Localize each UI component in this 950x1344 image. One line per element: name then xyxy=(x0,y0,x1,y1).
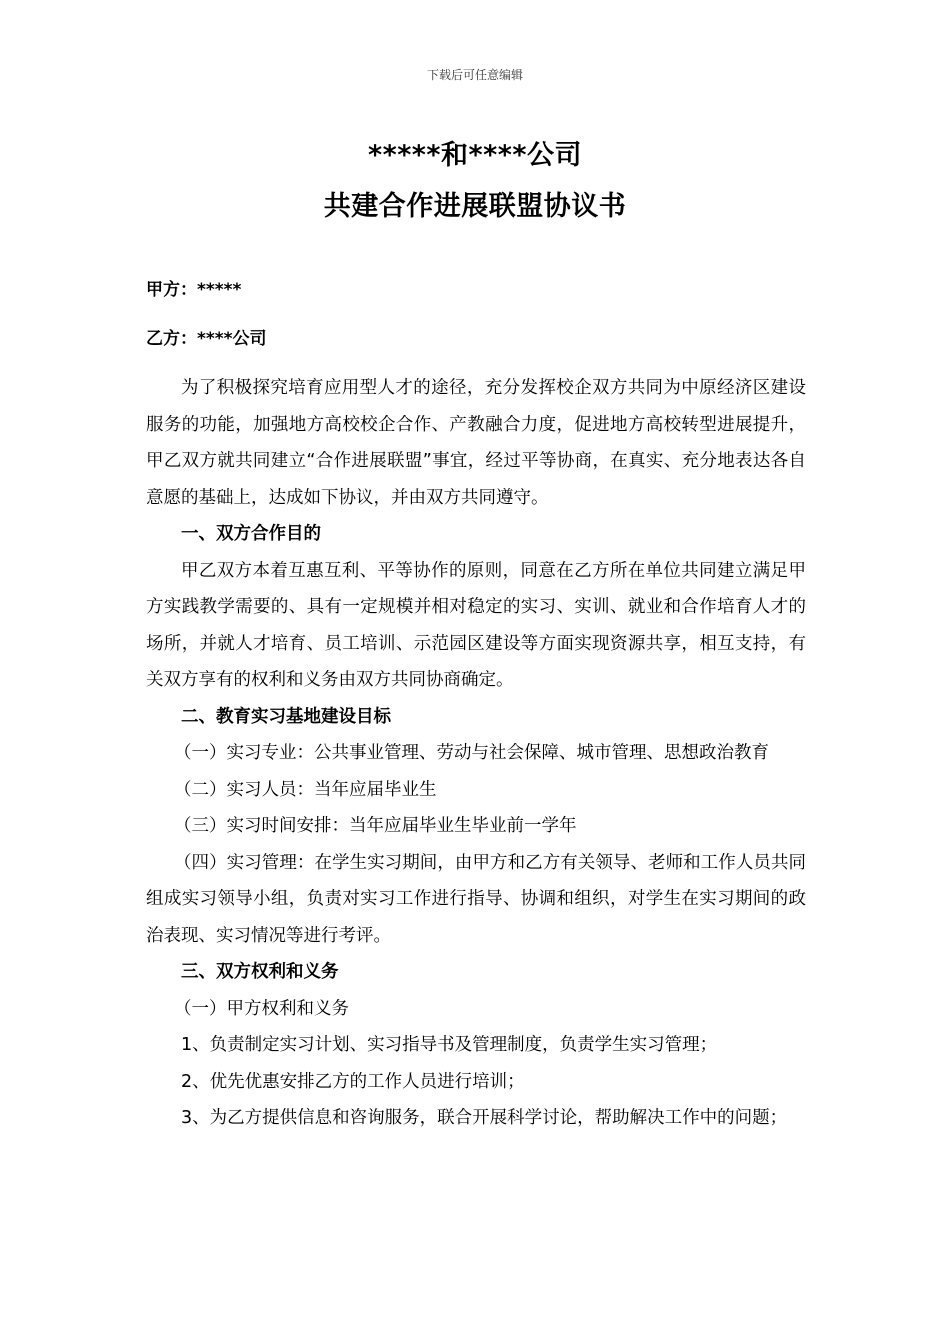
party-b: 乙方：****公司 xyxy=(146,329,267,349)
item-personnel: （二）实习人员：当年应届毕业生 xyxy=(174,779,437,800)
paragraph-intro: 为了积极探究培育应用型人才的途径，充分发挥校企双方共同为中原经济区建设服务的功能，加强地方高校校企合作、产教融合力度，促进地方高校转型进展提升，甲乙双方就共同建立“合作进展联盟”事宜，经过平等协商，在真实、充分地表达各自意愿的基础上，达成如下协议，并由双方共同遵守。 xyxy=(146,378,806,508)
document-body xyxy=(146,370,806,1137)
section-heading-1: 一、双方合作目的 xyxy=(181,524,321,544)
document-title-line2: 共建合作进展联盟协议书 xyxy=(323,191,627,222)
header-note: 下载后可任意编辑 xyxy=(426,68,523,82)
list-item-3: 3、为乙方提供信息和咨询服务，联合开展科学讨论，帮助解决工作中的问题； xyxy=(181,1108,788,1128)
item-major: （一）实习专业：公共事业管理、劳动与社会保障、城市管理、思想政治教育 xyxy=(174,743,769,763)
list-item-1: 1、负责制定实习计划、实习指导书及管理制度，负责学生实习管理； xyxy=(181,1035,718,1055)
section-heading-3: 三、双方权利和义务 xyxy=(181,962,339,982)
item-management: （四）实习管理：在学生实习期间，由甲方和乙方有关领导、老师和工作人员共同组成实习领导小组，负责对实习工作进行指导、协调和组织，对学生在实习期间的政治表现、实习情况等进行考评。 xyxy=(146,852,806,946)
party-a: 甲方：***** xyxy=(146,280,242,300)
paragraph-section-1: 甲乙双方本着互惠互利、平等协作的原则，同意在乙方所在单位共同建立满足甲方实践教学需要的、具有一定规模并相对稳定的实习、实训、就业和合作培育人才的场所，并就人才培育、员工培训、示范园区建设等方面实现资源共享，相互支持，有关双方享有的权利和义务由双方共同协商确定。 xyxy=(146,560,806,690)
item-schedule: （三）实习时间安排：当年应届毕业生毕业前一学年 xyxy=(174,816,577,836)
list-item-2: 2、优先优惠安排乙方的工作人员进行培训； xyxy=(181,1071,525,1092)
document-title-line1: *****和****公司 xyxy=(367,140,583,171)
section-heading-2: 二、教育实习基地建设目标 xyxy=(181,706,391,727)
subsection-party-a-rights: （一）甲方权利和义务 xyxy=(174,998,349,1019)
